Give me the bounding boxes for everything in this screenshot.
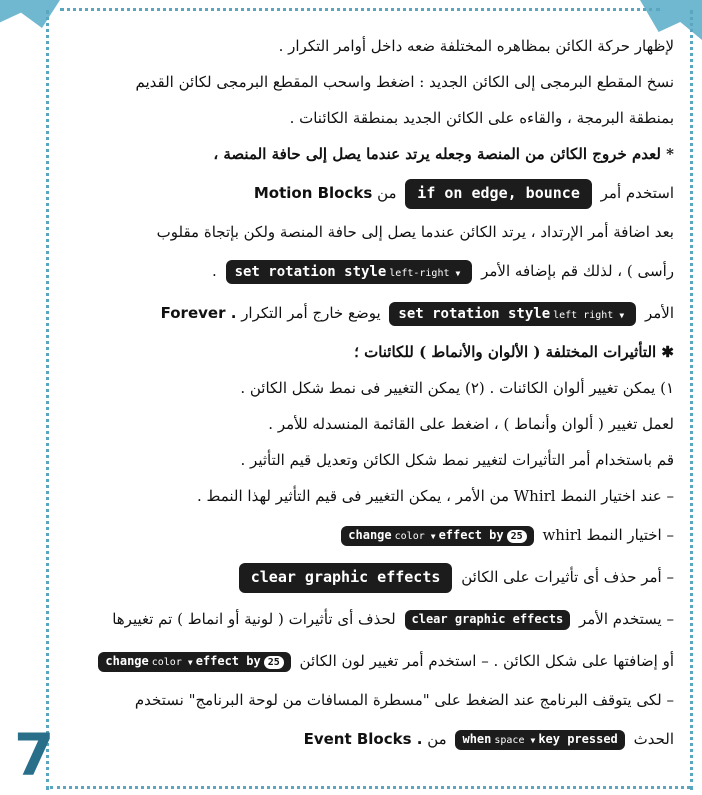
text-line: [62, 370, 674, 406]
block-label: change: [348, 528, 392, 543]
dotted-border-top: [60, 8, 660, 15]
block-number: 25: [264, 656, 284, 669]
line-text: من: [427, 730, 447, 748]
event-blocks-label: Event Blocks .: [303, 730, 423, 748]
forever-label: Forever .: [160, 304, 237, 322]
if-on-edge-bounce-block: if on edge, bounce: [405, 179, 592, 209]
block-option: left-right: [389, 267, 450, 279]
asterisk-icon: ✱: [656, 343, 674, 361]
line-text: .: [212, 262, 217, 280]
text-line: [62, 640, 674, 682]
block-label: change: [105, 654, 149, 669]
dropdown-arrow-icon: ▼: [530, 736, 536, 746]
lesson-text: [62, 28, 674, 760]
block-label: key pressed: [538, 732, 618, 747]
line-text: ١) يمكن تغيير ألوان الكائنات . (٢) يمكن التغيير فى نمط شكل الكائن .: [240, 379, 674, 397]
section-heading: [62, 136, 674, 172]
block-label: when: [462, 732, 492, 747]
text-line: [62, 172, 674, 214]
text-line: [62, 292, 674, 334]
line-text: بعد اضافة أمر الإرتداد ، يرتد الكائن عندما يصل إلى حافة المنصة ولكن بإتجاة مقلوب: [156, 223, 674, 241]
dropdown-arrow-icon: ▼: [619, 310, 625, 320]
line-text: – عند اختيار النمط Whirl من الأمر ، يمكن التغيير فى قيم التأثير لهذا النمط .: [196, 487, 674, 505]
set-rotation-style-block: [389, 302, 636, 326]
heading-text: التأثيرات المختلفة ( الألوان والأنماط ) للكائنات ؛: [354, 343, 657, 361]
line-text: استخدم أمر: [600, 184, 674, 202]
page-number: 7: [14, 721, 55, 789]
block-label: set rotation style: [234, 263, 387, 280]
text-line: [62, 598, 674, 640]
line-text: – لكى يتوقف البرنامج عند الضغط على "مسطرة المسافات من لوحة البرنامج" نستخدم: [134, 691, 674, 709]
text-line: [62, 442, 674, 478]
line-text: قم باستخدام أمر التأثيرات لتغيير نمط شكل الكائن وتعديل قيم التأثير .: [240, 451, 674, 469]
text-line: [62, 214, 674, 250]
line-text: – يستخدم الأمر: [579, 610, 674, 628]
line-text: لحذف أى تأثيرات ( لونية أو انماط ) تم تغييرها: [112, 610, 396, 628]
change-effect-block: [98, 652, 290, 672]
heading-text: * لعدم خروج الكائن من المنصة وجعله يرتد عندما يصل إلى حافة المنصة ،: [213, 145, 674, 163]
text-line: [62, 478, 674, 514]
dotted-border-right: [684, 10, 693, 790]
dropdown-arrow-icon: ▼: [187, 658, 193, 668]
line-text: بمنطقة البرمجة ، والقاءه على الكائن الجديد بمنطقة الكائنات .: [289, 109, 674, 127]
line-text: يوضع خارج أمر التكرار: [241, 304, 381, 322]
line-text: من: [377, 184, 397, 202]
text-line: [62, 64, 674, 100]
dropdown-arrow-icon: ▼: [455, 268, 461, 278]
text-line: [62, 28, 674, 64]
line-text: – اختيار النمط whirl: [542, 526, 674, 544]
text-line: [62, 556, 674, 598]
section-heading: [62, 334, 674, 370]
block-option: color: [151, 657, 182, 669]
text-line: [62, 250, 674, 292]
text-line: [62, 514, 674, 556]
dropdown-arrow-icon: ▼: [430, 532, 436, 542]
dotted-border-bottom: [50, 786, 690, 795]
line-text: لإظهار حركة الكائن بمظاهره المختلفة ضعه داخل أوامر التكرار .: [278, 37, 674, 55]
block-option: left right: [553, 309, 614, 321]
block-label: effect by: [438, 528, 504, 543]
text-line: [62, 406, 674, 442]
text-line: [62, 682, 674, 718]
line-text: أو إضافتها على شكل الكائن . – استخدم أمر تغيير لون الكائن: [299, 652, 674, 670]
block-label: effect by: [195, 654, 261, 669]
block-label: set rotation style: [398, 305, 551, 322]
clear-graphic-effects-block: clear graphic effects: [405, 610, 571, 630]
line-text: رأسى ) ، لذلك قم بإضافه الأمر: [481, 262, 674, 280]
line-text: الحدث: [633, 730, 674, 748]
motion-blocks-label: Motion Blocks: [253, 184, 373, 202]
text-line: [62, 718, 674, 760]
change-effect-block: [341, 526, 533, 546]
when-key-pressed-block: [455, 730, 624, 750]
dotted-border-left: [46, 10, 55, 790]
set-rotation-style-block: [226, 260, 473, 284]
line-text: – أمر حذف أى تأثيرات على الكائن: [461, 568, 674, 586]
block-number: 25: [507, 530, 527, 543]
line-text: نسخ المقطع البرمجى إلى الكائن الجديد : اضغط واسحب المقطع البرمجى لكائن القديم: [135, 73, 674, 91]
block-option: color: [394, 531, 425, 543]
clear-graphic-effects-block: clear graphic effects: [239, 563, 453, 593]
text-line: [62, 100, 674, 136]
line-text: الأمر: [644, 304, 674, 322]
block-option: space: [494, 735, 525, 747]
line-text: لعمل تغيير ( ألوان وأنماط ) ، اضغط على القائمة المنسدله للأمر .: [268, 415, 674, 433]
